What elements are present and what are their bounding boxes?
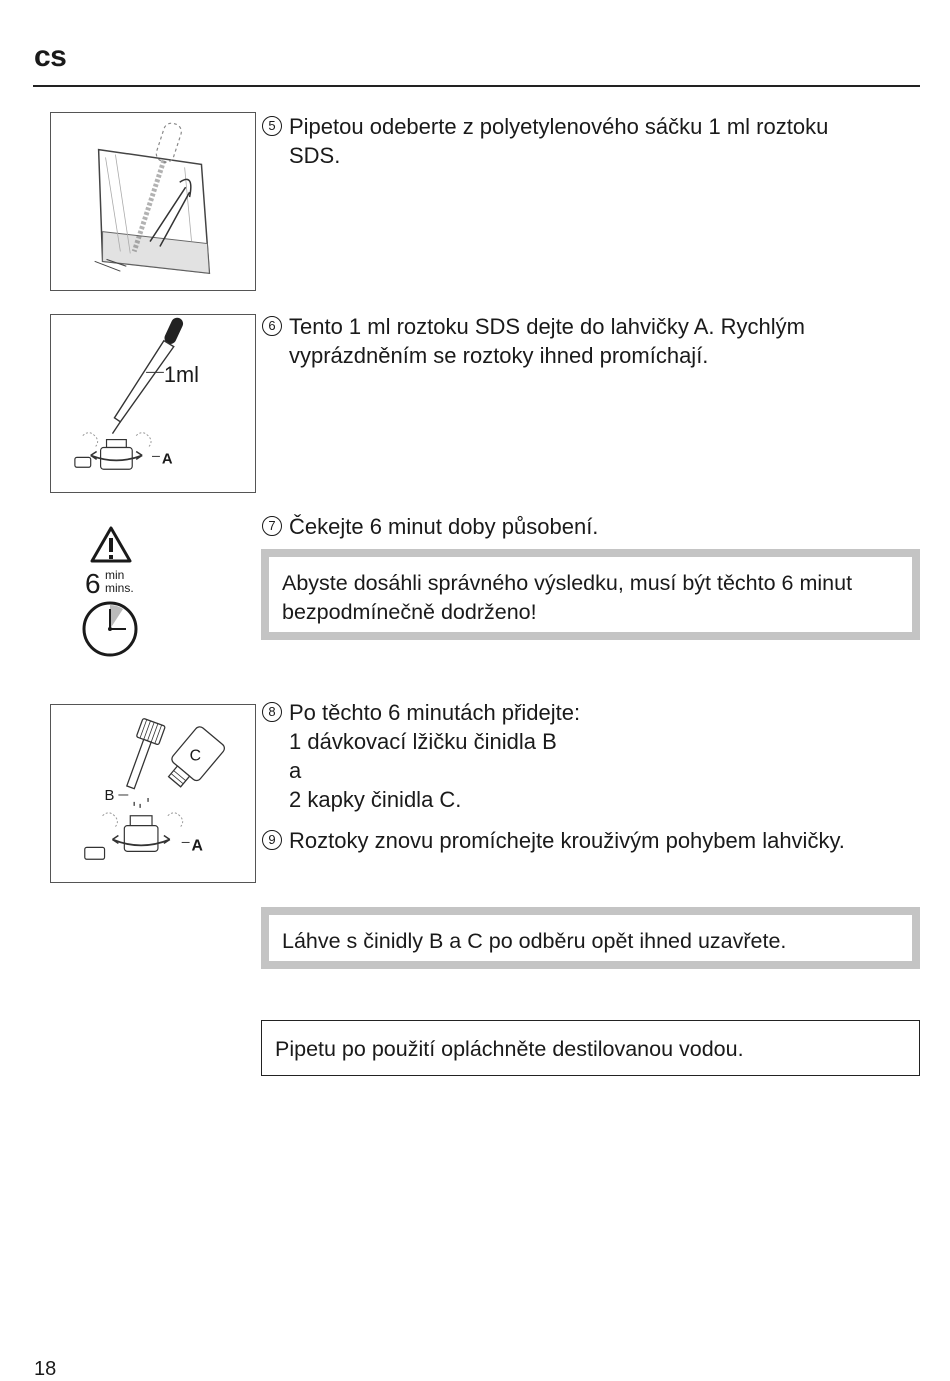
bottle-b-label: B	[104, 787, 115, 804]
warning-timer-illustration	[80, 525, 150, 660]
reagents-illustration	[51, 705, 255, 882]
step-number-badge: 9	[262, 830, 282, 850]
step-text-line: Pipetou odeberte z polyetylenového sáčku 1 ml roztoku	[289, 114, 829, 139]
step-9	[262, 826, 845, 855]
warning-timer-figure	[80, 525, 150, 660]
figure-reagents-bc	[50, 704, 256, 883]
step-number-badge: 6	[262, 316, 282, 336]
step-text-line: 2 kapky činidla C.	[289, 787, 462, 812]
note-close-bottles	[261, 907, 920, 969]
step-text-line: Roztoky znovu promíchejte krouživým pohybem lahvičky.	[289, 828, 845, 853]
bottle-a-label: A	[161, 451, 173, 468]
figure-bag-pipette	[50, 112, 256, 291]
step-text-line: Po těchto 6 minutách přidejte:	[289, 700, 581, 725]
language-code: cs	[34, 40, 67, 73]
step-text-line: vyprázdněním se roztoky ihned promíchají.	[289, 343, 709, 368]
pipette-bottle-illustration	[51, 315, 255, 492]
step-number-badge: 7	[262, 516, 282, 536]
bottle-c-label: C	[189, 747, 202, 765]
timer-unit-min: min	[105, 568, 125, 582]
timer-unit-mins: mins.	[105, 581, 134, 595]
step-text-line: 1 dávkovací lžičku činidla B	[289, 729, 557, 754]
page-number: 18	[34, 1358, 57, 1380]
note-text: Pipetu po použití opláchněte destilovanou vodou.	[275, 1037, 744, 1061]
step-8	[262, 698, 580, 814]
step-text-line: Čekejte 6 minut doby působení.	[289, 514, 599, 539]
note-text-line: bezpodmínečně dodrženo!	[282, 600, 537, 624]
figure-pipette-bottle-a	[50, 314, 256, 493]
step-number-badge: 5	[262, 116, 282, 136]
step-text-line: Tento 1 ml roztoku SDS dejte do lahvičky A. Rychlým	[289, 314, 805, 339]
clock-icon	[84, 603, 136, 655]
step-number-badge: 8	[262, 702, 282, 722]
step-5	[262, 112, 828, 170]
note-rinse-pipette	[261, 1020, 920, 1076]
step-7	[262, 512, 598, 541]
header-rule	[33, 85, 920, 87]
note-text-line: Abyste dosáhli správného výsledku, musí být těchto 6 minut	[282, 571, 853, 595]
step-text-line: a	[289, 758, 302, 783]
note-text: Láhve s činidly B a C po odběru opět ihned uzavřete.	[282, 929, 787, 953]
note-wait-warning	[261, 549, 920, 640]
step-6	[262, 312, 805, 370]
pipette-volume-label: 1ml	[163, 362, 199, 388]
timer-value: 6	[85, 568, 101, 599]
step-text-line: SDS.	[289, 143, 341, 168]
bag-pipette-illustration	[51, 113, 255, 290]
warning-triangle-icon	[92, 528, 130, 561]
bottle-a-label: A	[191, 837, 203, 855]
